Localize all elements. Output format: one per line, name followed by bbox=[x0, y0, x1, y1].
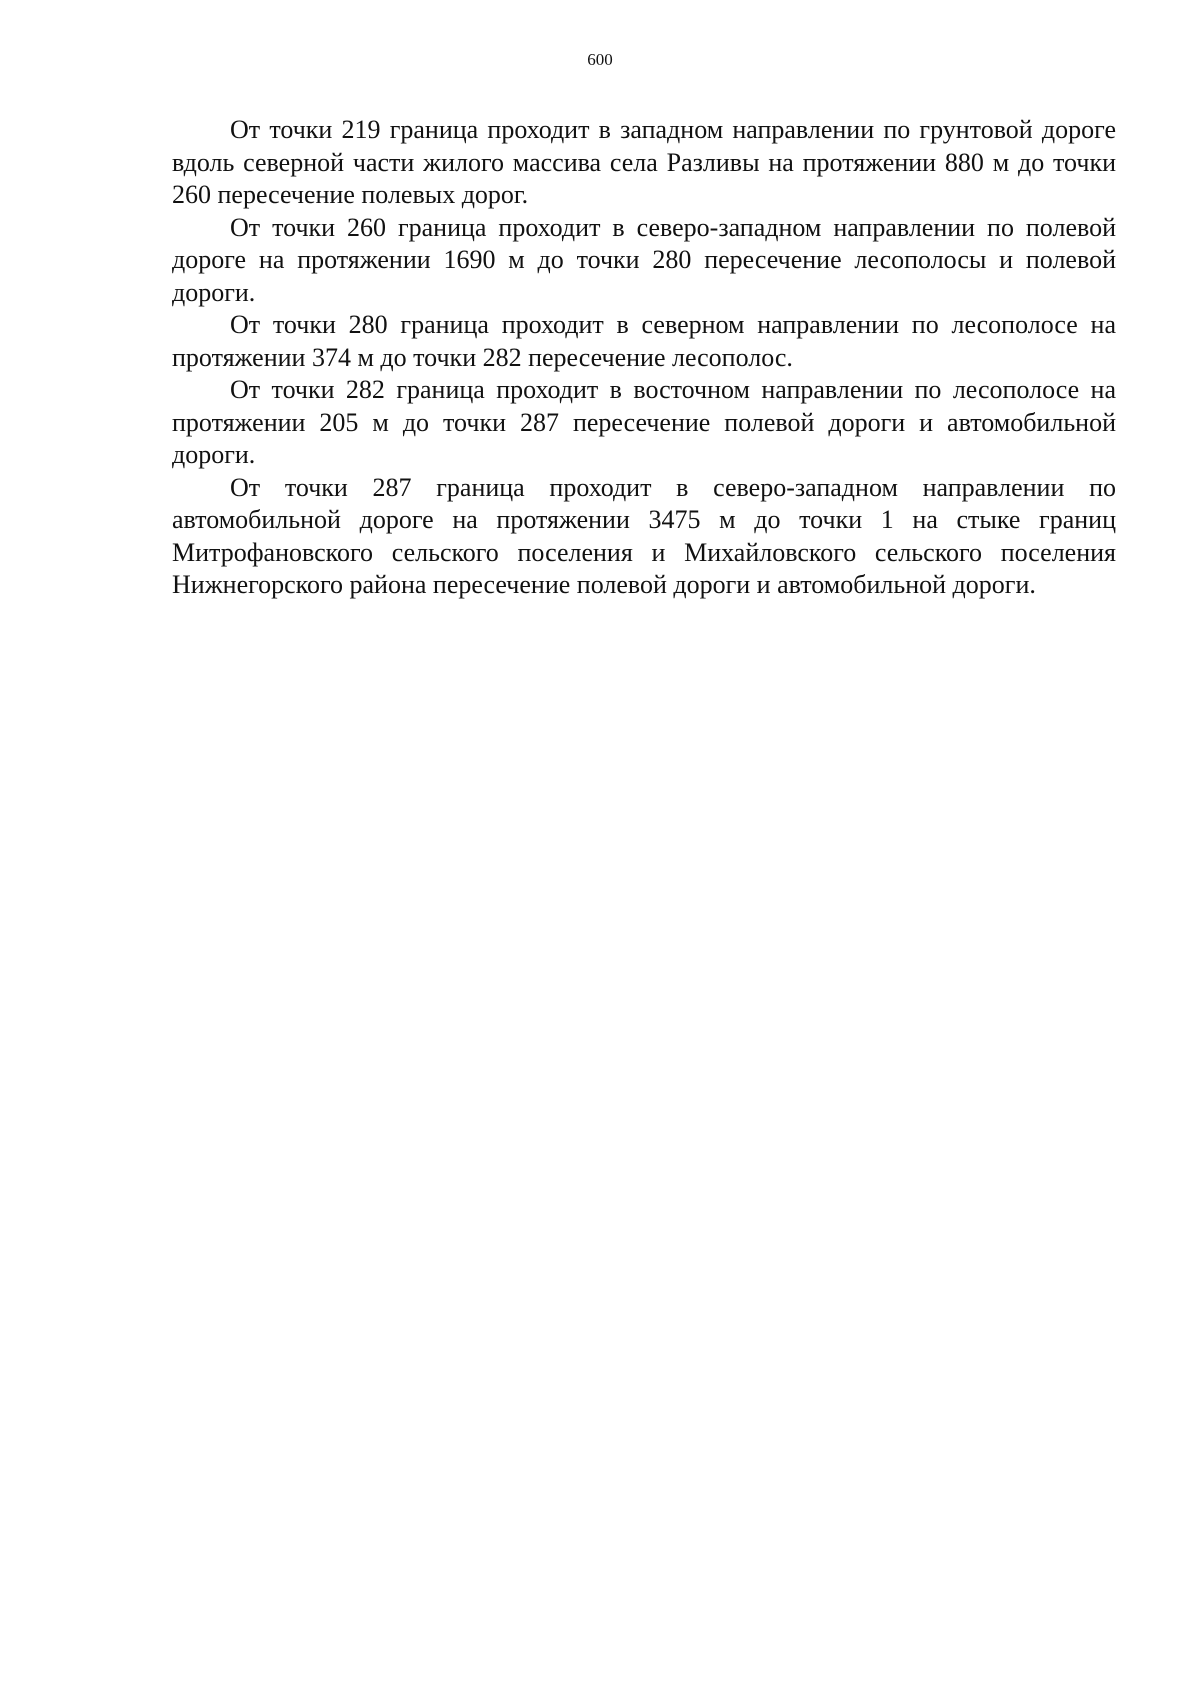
paragraph-point-287: От точки 287 граница проходит в северо-западном направлении по автомобильной дороге на протяжении 3475 м до точки 1 на стыке границ Митрофановского сельского поселения и Михайловского сельского поселения Нижнегорского района пересечение полевой дороги и автомобильной дороги. bbox=[172, 472, 1116, 599]
paragraph-point-280: От точки 280 граница проходит в северном направлении по лесополосе на протяжении 374 м до точки 282 пересечение лесополос. bbox=[172, 310, 1116, 372]
paragraph-point-219: От точки 219 граница проходит в западном направлении по грунтовой дороге вдоль северной части жилого массива села Разливы на протяжении 880 м до точки 260 пересечение полевых дорог. bbox=[172, 115, 1116, 209]
paragraph-point-282: От точки 282 граница проходит в восточном направлении по лесополосе на протяжении 205 м до точки 287 пересечение полевой дороги и автомобильной дороги. bbox=[172, 375, 1116, 469]
document-body bbox=[172, 114, 1116, 602]
paragraph-point-260: От точки 260 граница проходит в северо-западном направлении по полевой дороге на протяжении 1690 м до точки 280 пересечение лесополосы и полевой дороги. bbox=[172, 212, 1116, 307]
page-number: 600 bbox=[587, 50, 613, 69]
